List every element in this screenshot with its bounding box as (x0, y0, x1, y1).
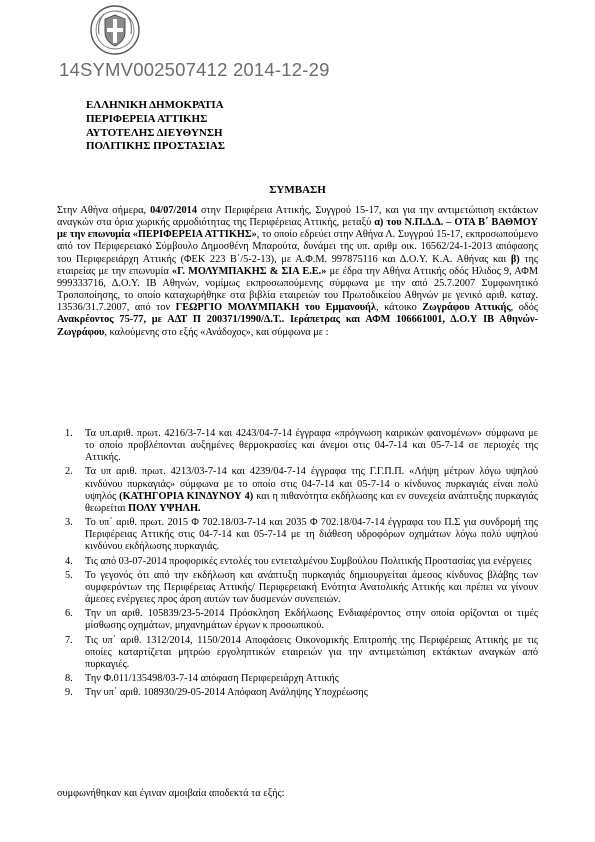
list-item (57, 687, 538, 699)
list-item-number: 4. (65, 555, 73, 567)
list-item-number: 6. (65, 608, 73, 620)
intro-bold-text: β) (510, 253, 520, 265)
document-stamp: 14SYMV002507412 2014-12-29 (59, 59, 330, 80)
list-item (57, 556, 538, 568)
list-item-number: 7. (65, 634, 73, 646)
intro-text: της εταιρείας με την επωνυμία (57, 253, 538, 277)
list-item-text: Το υπ΄ αριθ. πρωτ. 2015 Φ 702.18/03-7-14 και 2035 Φ 702.18/04-7-14 έγγραφα του Π.Σ για συνδρομή της Περιφέρειας Αττικής στις 04-7-14 και 05-7-14 με τη διάθεση υδροφόρων οχημάτων λόγω πολύ υψηλού κινδύνου εκδήλωσης πυρκαγιάς. (85, 517, 538, 553)
list-item (57, 608, 538, 632)
intro-text: , οδός (510, 302, 539, 314)
intro-text: Στην Αθήνα σήμερα, (57, 205, 151, 216)
intro-bold-text: α) του Ν.Π.Δ.Δ. – ΟΤΑ Β΄ ΒΑΘΜΟΥ με την επωνυμία «ΠΕΡΙΦΕΡΕΙΑ ΑΤΤΙΚΗΣ» (57, 217, 538, 241)
list-item (57, 466, 538, 515)
intro-bold-text: Ανακρέοντος 75-77, με ΑΔΤ Π 200371/1990/Δ.Τ.. Ιεράπετρας και ΑΦΜ 106661001, Δ.Ο.Υ ΙΒ Αθηνών- Ζωγράφου (57, 314, 538, 338)
intro-bold-text: 04/07/2014 (150, 205, 197, 216)
references-list (57, 428, 538, 701)
list-item-number: 8. (65, 672, 73, 684)
header-line: ΑΥΤΟΤΕΛΗΣ ΔΙΕΥΘΥΝΣΗ (86, 126, 223, 139)
list-item (57, 517, 538, 553)
header-line: ΕΛΛΗΝΙΚΗ ΔΗΜΟΚΡΑΤΙΑ (86, 99, 224, 111)
document-title: ΣΥΜΒΑΣΗ (269, 184, 326, 196)
list-item-number: 5. (65, 569, 73, 581)
list-item-text: Την υπ΄ αριθ. 108930/29-05-2014 Απόφαση Ανάληψης Υποχρέωσης (85, 687, 368, 699)
intro-text: στην Περιφέρεια Αττικής, Συγγρού 15-17, και για την αντιμετώπιση εκτάκτων αναγκών στα όρια χωρικής αρμοδιότητας της Περιφέρειας Αττικής, μεταξύ (57, 205, 538, 229)
list-item-text: Τα υπ αριθ. πρωτ. 4213/03-7-14 και 4239/04-7-14 έγγραφα της Γ.Γ.Π.Π. «Λήψη μέτρων λόγω υψηλού κινδύνου πυρκαγιάς» σύμφωνα με το οποίο στις 04-7-14 και 05-7-14 ο κίνδυνος πυρκαγιάς είναι πολύ υψηλός (85, 466, 538, 502)
list-item-text: Το γεγονός ότι από την εκδήλωση και ανάπτυξη πυρκαγιάς δημιουργείται άμεσος κίνδυνος βλάβης των συμφερόντων της Περιφέρειας Αττικής/ Περιφερειακή Ενότητα Ανατολικής Αττικής και πρέπει να γίνουν άμεσες ενέργειες προς άρση αυτών των δυσμενών συνεπειών. (85, 569, 538, 606)
intro-text: , το οποίο εδρεύει στην Αθήνα Λ. Συγγρού 15-17, εκπροσωπούμενο από τον Περιφερειακό Σύμβουλο Δημοσθένη Μπαρούτα, δυνάμει της υπ. αριθμ οικ. 16562/24-1-2013 απόφασης του Περιφερειάρχη Αττικής (ΦΕΚ 223 Β΄/5-2-13), με Α.Φ.Μ. 997875116 και Δ.Ο.Υ. Κ.Α. Αθήνας και (57, 229, 538, 265)
header-line: ΠΕΡΙΦΕΡΕΙΑ ΑΤΤΙΚΗΣ (86, 112, 208, 125)
list-item-number: 3. (65, 517, 73, 529)
list-item-text: Τις από 03-07-2014 προφορικές εντολές του εντεταλμένου Συμβούλου Πολιτικής Προστασίας για ενέργειες (85, 555, 532, 567)
issuer-header (86, 99, 225, 154)
intro-text: με έδρα την Αθήνα Αττικής οδός Ηλιδος 9, ΑΦΜ 999333716, Δ.Ο.Υ. ΙΒ Αθηνών, νομίμως εκπροσωπούμενης σύμφωνα με την από 25.7.2007 Συμφωνητικό Τροποποίησης, το οποίο καταχωρήθηκε στα βιβλία εταιρειών του Πρωτοδικείου Αθηνών με γενικό αριθ. καταχ. 13536/31.7.2007, από τον (57, 265, 538, 314)
list-item-text: και η πιθανότητα εκδήλωσης και εν συνεχεία ανάπτυξης πυρκαγιάς θεωρείται (85, 490, 538, 514)
list-item-bold-text: (ΚΑΤΗΓΟΡΙΑ ΚΙΝΔΥΝΟΥ 4) (119, 490, 254, 502)
list-item (57, 635, 538, 671)
list-item-number: 1. (65, 428, 73, 439)
list-item-text: Την υπ αριθ. 105839/23-5-2014 Πρόσκληση Εκδήλωσης Ενδιαφέροντος στην οποία ορίζονται οι τιμές μίσθωσης οχημάτων, μηχανημάτων έργων κ προσωπικού. (85, 608, 538, 632)
intro-text: , καλούμενης στο εξής «Ανάδοχος», και σύμφωνα με : (104, 326, 329, 338)
list-item (57, 428, 538, 464)
intro-paragraph (57, 205, 538, 339)
list-item-bold-text: ΠΟΛΥ ΥΨΗΛΗ. (128, 502, 201, 514)
closing-line: συμφωνήθηκαν και έγιναν αμοιβαία αποδεκτά τα εξής: (57, 788, 285, 799)
intro-text: , κάτοικο (375, 302, 423, 314)
list-item-text: Τις υπ΄ αριθ. 1312/2014, 1150/2014 Αποφάσεις Οικονομικής Επιτροπής της Περιφέρειας Αττικής με τις οποίες καταρτίζεται μητρώο εργοληπτικών εταιρειών για την αντιμετώπιση εκτάκτων αναγκών από πυρκαγιές. (85, 634, 538, 670)
list-item-text: Την Φ.011/135498/03-7-14 απόφαση Περιφερειάρχη Αττικής (85, 672, 339, 684)
list-item-number: 9. (65, 687, 73, 699)
intro-bold-text: «Γ. ΜΟΛΥΜΠΑΚΗΣ & ΣΙΑ Ε.Ε.» (171, 265, 327, 277)
header-line: ΠΟΛΙΤΙΚΗΣ ΠΡΟΣΤΑΣΙΑΣ (86, 140, 225, 153)
list-item (57, 673, 538, 685)
intro-bold-text: Ζωγράφου Αττικής (422, 302, 511, 314)
list-item-text: Τα υπ.αριθ. πρωτ. 4216/3-7-14 και 4243/04-7-14 έγγραφα «πρόγνωση καιρικών φαινομένων» σύμφωνα με το οποίο προβλέπονται αυξημένες θερμοκρασίες και άνεμοι στις 04-7-14 και 05-7-14 σε περιοχές της Αττικής. (85, 428, 538, 464)
list-item-number: 2. (65, 466, 73, 478)
intro-bold-text: ΓΕΩΡΓΙΟ ΜΟΛΥΜΠΑΚΗ του Εμμανουήλ (175, 302, 376, 314)
list-item (57, 570, 538, 606)
greek-emblem-icon (89, 4, 141, 56)
